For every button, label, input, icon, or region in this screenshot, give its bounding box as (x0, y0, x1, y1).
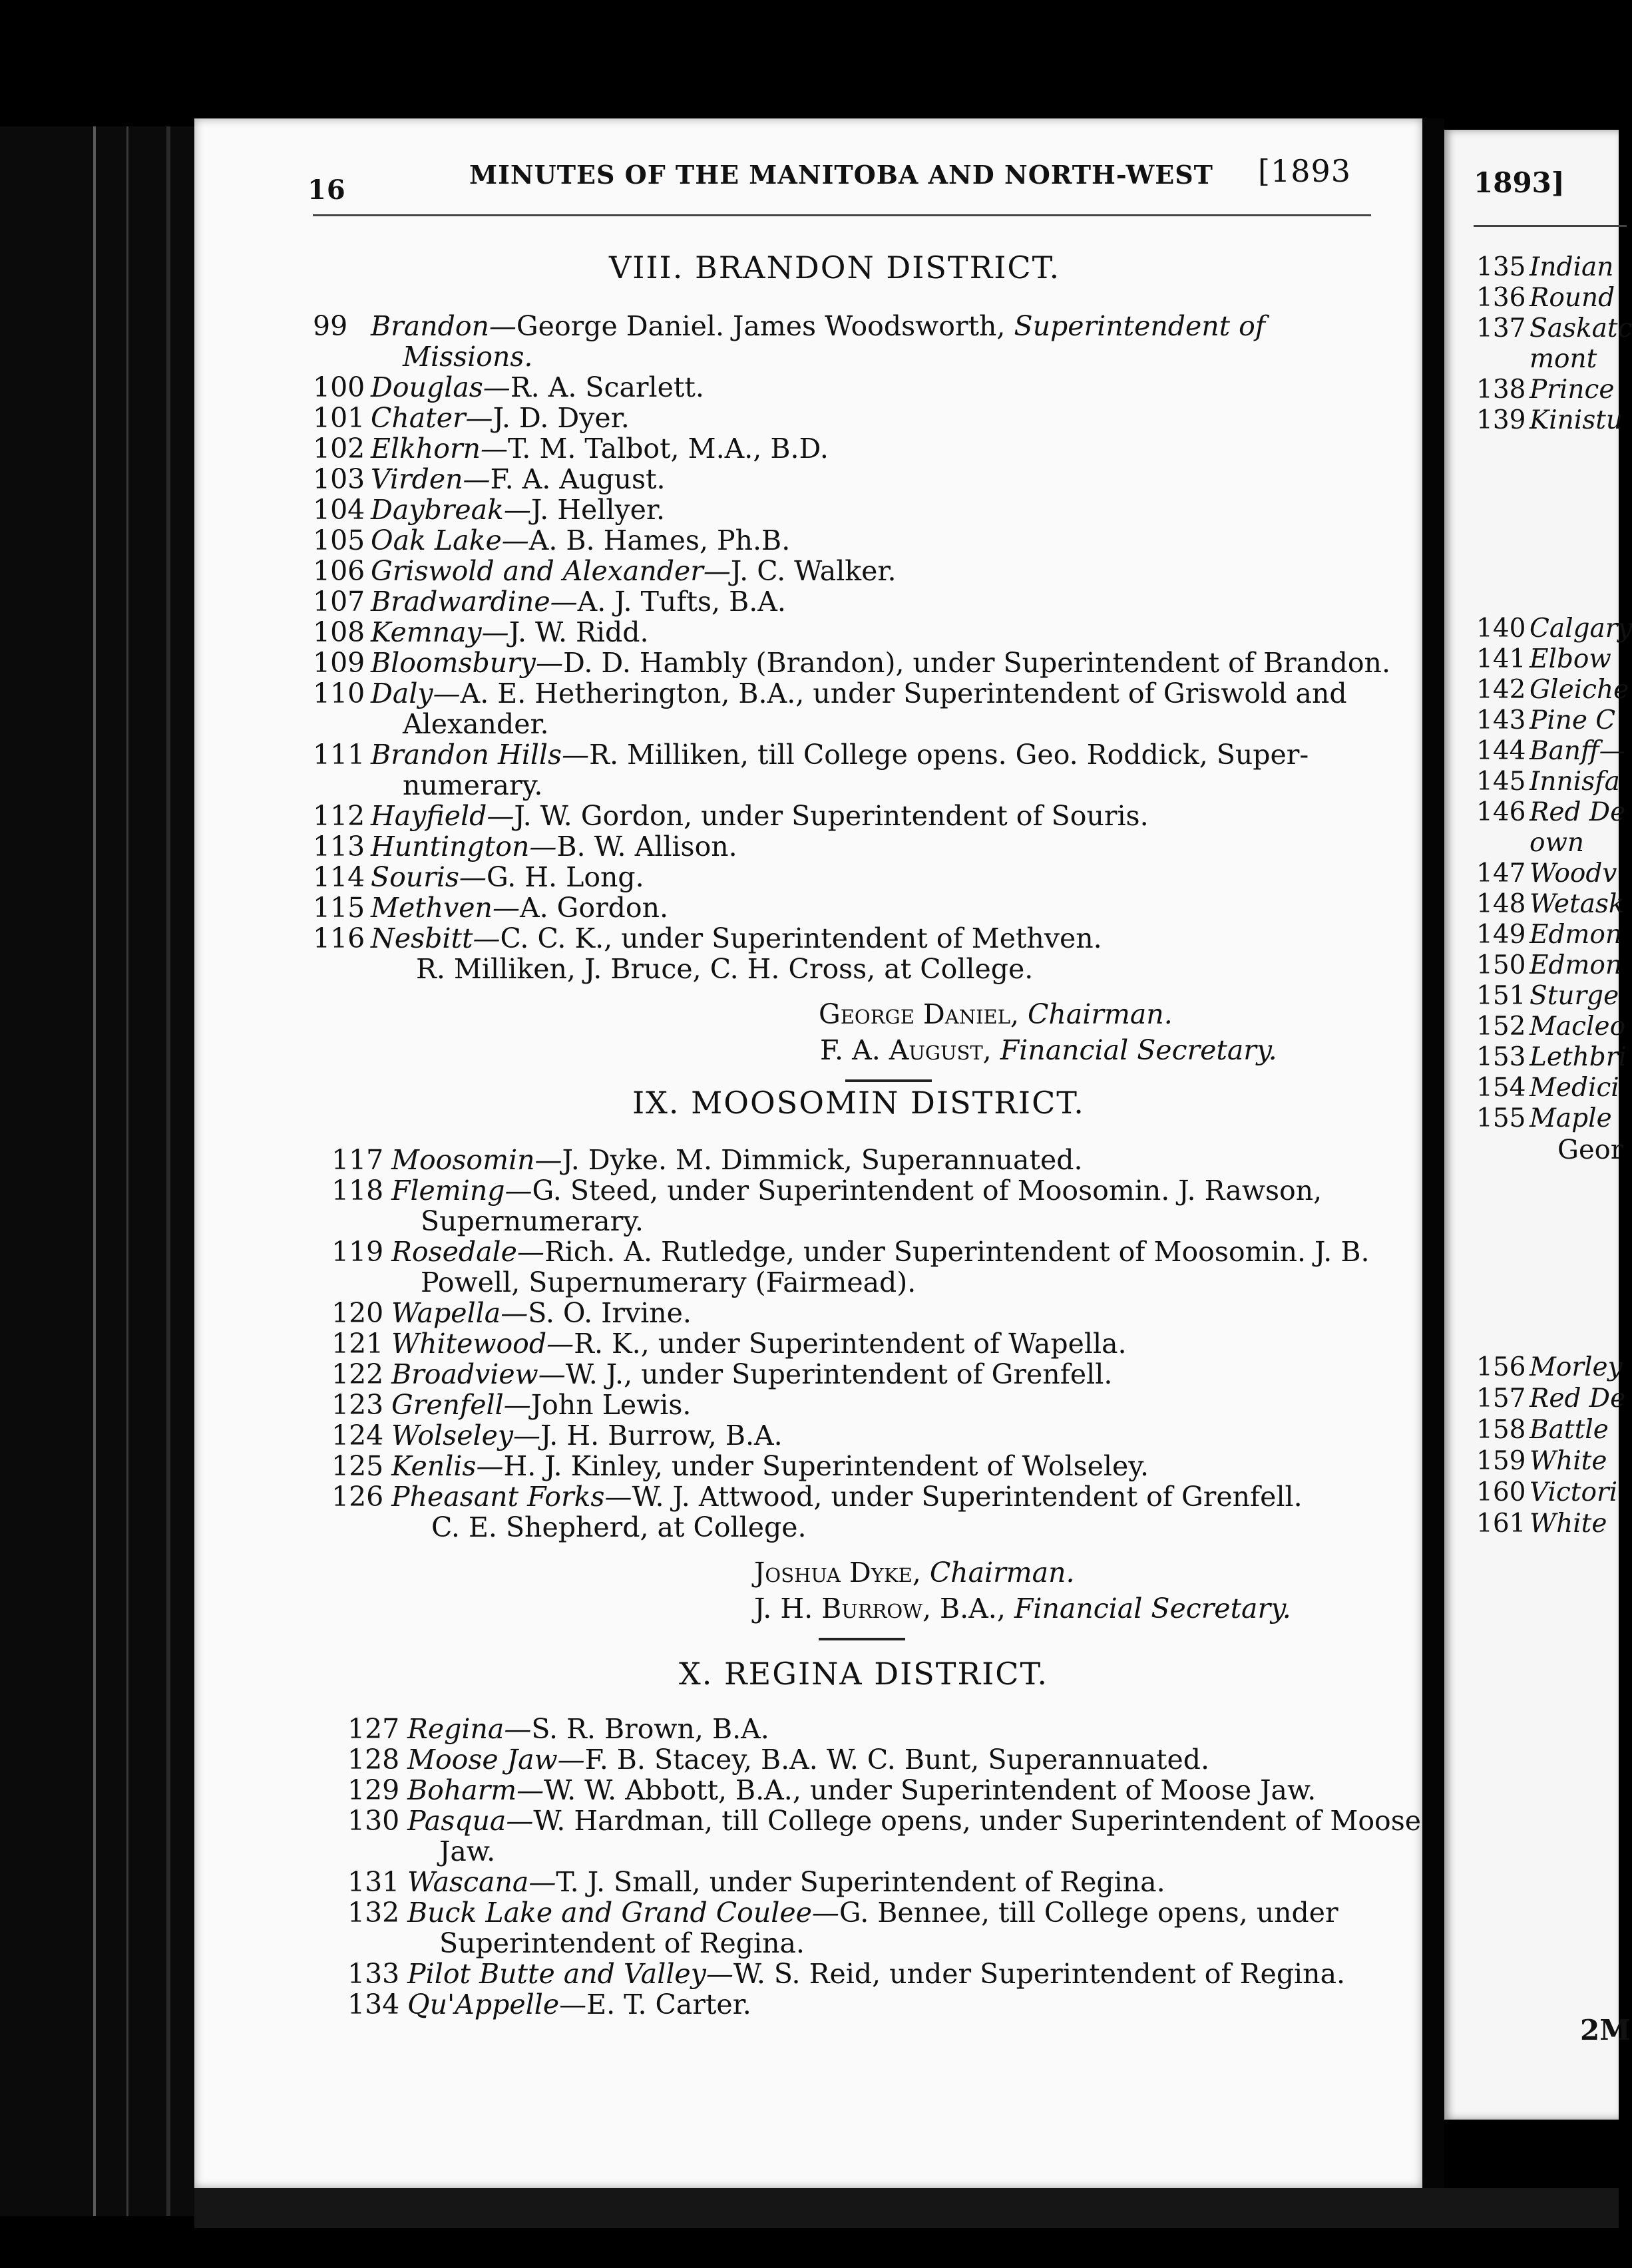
entry-number: 105 (313, 524, 365, 556)
entry-number: 161 (1476, 1509, 1526, 1539)
circuit-appointments: F. B. Stacey, B.A. W. C. Bunt, Superannuated. (584, 1744, 1210, 1776)
entry-number: 100 (313, 371, 365, 403)
circuit-name: Buck Lake and Grand Coulee— (407, 1897, 839, 1929)
circuit-appointments: A. Gordon. (519, 892, 669, 924)
circuit-name: Medici (1530, 1073, 1619, 1103)
circuit-entry (391, 1450, 1149, 1482)
entry-number: 106 (313, 555, 365, 587)
circuit-entry (371, 616, 649, 648)
entry-number: 115 (313, 892, 365, 924)
entry-number: 121 (331, 1328, 384, 1360)
chairman-role: Chairman. (1028, 998, 1173, 1030)
circuit-name: Griswold and Alexander— (371, 555, 731, 587)
circuit-appointments: J. C. Walker. (730, 555, 897, 587)
circuit-appointments: T. M. Talbot, M.A., B.D. (507, 433, 829, 465)
circuit-name: Red De (1530, 1384, 1626, 1414)
entry-continuation: Alexander. (403, 708, 549, 740)
circuit-name: Regina— (407, 1713, 532, 1745)
entry-number: 133 (347, 1958, 400, 1990)
circuit-appointments: W. Hardman, till College opens, under Superintendent of Moose (533, 1805, 1422, 1837)
right-entry (1476, 1386, 1625, 1412)
circuit-name: Pine C (1530, 705, 1616, 735)
entry-number: 107 (313, 586, 365, 618)
entry-number: 146 (1476, 797, 1526, 827)
circuit-name: Calgary (1530, 614, 1632, 644)
circuit-name: Daly— (371, 677, 461, 709)
circuit-name: Wetask (1530, 889, 1625, 919)
secretary-signature (820, 1034, 1277, 1066)
circuit-appointments: Rich. A. Rutledge, under Superintendent of Moosomin. J. B. (544, 1236, 1370, 1268)
secretary-name: F. A. August, (820, 1034, 1000, 1066)
circuit-name: Souris— (371, 861, 487, 893)
circuit-name: own (1530, 828, 1584, 858)
circuit-appointments: J. H. Burrow, B.A. (540, 1419, 783, 1451)
circuit-name: Banff— (1530, 736, 1625, 766)
entry-continuation: Superintendent of Regina. (439, 1927, 805, 1959)
circuit-name: Morley (1530, 1352, 1623, 1382)
circuit-entry (371, 435, 829, 463)
entry-number: 126 (331, 1481, 384, 1513)
circuit-name: Gleiche (1530, 675, 1629, 705)
circuit-entry (391, 1389, 692, 1421)
circuit-name: Qu'Appelle— (407, 1988, 587, 2020)
circuit-appointments: C. C. K., under Superintendent of Methven. (500, 922, 1102, 954)
at-college-note: C. E. Shepherd, at College. (431, 1511, 807, 1543)
entry-number: 132 (347, 1897, 400, 1929)
right-entry (1476, 315, 1632, 341)
circuit-appointments: G. Bennee, till College opens, under (839, 1897, 1338, 1929)
entry-number: 144 (1476, 736, 1526, 766)
circuit-entry (371, 922, 1102, 954)
right-entry (1476, 922, 1622, 948)
circuit-name: Hayfield— (371, 800, 514, 832)
running-title: MINUTES OF THE MANITOBA AND NORTH-WEST (469, 160, 1213, 190)
entry-number: 113 (313, 831, 365, 862)
entry-number: 143 (1476, 705, 1526, 735)
circuit-entry (391, 1144, 1083, 1176)
chairman-name: Joshua Dyke, (754, 1557, 930, 1589)
entry-number: 159 (1476, 1446, 1526, 1476)
circuit-name: White (1530, 1446, 1607, 1476)
circuit-appointments: R. A. Scarlett. (510, 371, 704, 403)
circuit-entry (371, 677, 1347, 709)
secretary-role: Financial Secretary. (1000, 1034, 1277, 1066)
circuit-entry (371, 496, 665, 524)
right-entry (1476, 1448, 1607, 1474)
chairman-signature (754, 1559, 1075, 1587)
entry-number: 137 (1476, 313, 1526, 343)
entry-number: 104 (313, 494, 365, 526)
circuit-name: Virden— (371, 463, 491, 495)
signature-mark: 2M (1580, 2014, 1631, 2046)
circuit-appointments: John Lewis. (530, 1389, 692, 1421)
circuit-entry (391, 1483, 1303, 1511)
entry-number: 109 (313, 647, 365, 679)
entry-number: 152 (1476, 1012, 1526, 1041)
circuit-name: Broadview— (391, 1358, 566, 1390)
circuit-appointments: A. J. Tufts, B.A. (577, 586, 786, 618)
circuit-entry (407, 1713, 769, 1745)
entry-number: 139 (1476, 405, 1526, 435)
circuit-appointments: E. T. Carter. (586, 1988, 751, 2020)
at-college-note: R. Milliken, J. Bruce, C. H. Cross, at College. (416, 953, 1034, 985)
entry-number: 157 (1476, 1384, 1526, 1414)
right-entry (1476, 1511, 1607, 1537)
right-entry (1476, 830, 1584, 856)
circuit-entry (371, 402, 630, 434)
circuit-appointments: A. B. Hames, Ph.B. (528, 524, 791, 556)
entry-number: 102 (313, 433, 365, 465)
entry-number: 99 (313, 310, 348, 342)
circuit-entry (371, 555, 897, 587)
circuit-entry (371, 310, 1266, 342)
right-page-year: 1893] (1474, 166, 1565, 199)
circuit-name: Pasqua— (407, 1805, 534, 1837)
right-entry (1476, 1044, 1627, 1070)
circuit-entry (407, 1899, 1338, 1927)
entry-continuation: Powell, Supernumerary (Fairmead). (421, 1266, 917, 1298)
circuit-appointments: B. W. Allison. (556, 831, 737, 862)
circuit-name: Battle (1530, 1415, 1609, 1445)
superintendent-title: Superintendent of (1014, 310, 1266, 342)
right-entry (1476, 254, 1613, 280)
circuit-name: mont (1530, 344, 1597, 374)
circuit-name: Saskatc (1530, 313, 1632, 343)
right-entry (1476, 769, 1620, 795)
circuit-entry (371, 741, 1309, 769)
circuit-entry (371, 524, 791, 556)
circuit-entry (371, 861, 644, 893)
signature-fragment: Geor (1557, 1135, 1623, 1165)
circuit-name: Oak Lake— (371, 524, 529, 556)
circuit-entry (391, 1297, 692, 1329)
entry-number: 108 (313, 616, 365, 648)
entry-number: 149 (1476, 920, 1526, 950)
entry-number: 141 (1476, 644, 1526, 674)
circuit-name: Chater— (371, 402, 493, 434)
right-entry (1476, 377, 1614, 403)
circuit-name: Moose Jaw— (407, 1744, 585, 1776)
circuit-name: Brandon Hills— (371, 739, 590, 771)
right-header-rule (1474, 225, 1627, 227)
entry-number: 114 (313, 861, 365, 893)
circuit-name: Pilot Butte and Valley— (407, 1958, 733, 1990)
entry-number: 116 (313, 922, 365, 954)
circuit-name: Methven— (371, 892, 520, 924)
circuit-appointments: J. D. Dyer. (493, 402, 630, 434)
circuit-appointments: George Daniel. James Woodsworth, (516, 310, 1014, 342)
right-entry (1476, 646, 1611, 672)
entry-continuation: numerary. (403, 769, 543, 801)
circuit-name: Pheasant Forks— (391, 1481, 632, 1513)
right-entry (1476, 677, 1629, 703)
entry-number: 125 (331, 1450, 384, 1482)
circuit-name: Brandon— (371, 310, 516, 342)
entry-number: 134 (347, 1988, 400, 2020)
circuit-entry (391, 1419, 783, 1451)
circuit-name: Prince (1530, 375, 1615, 405)
circuit-entry (371, 833, 737, 860)
entry-number: 129 (347, 1774, 400, 1806)
circuit-appointments: R. K., under Superintendent of Wapella. (574, 1328, 1127, 1360)
entry-number: 142 (1476, 675, 1526, 705)
circuit-name: Macleo (1530, 1012, 1626, 1041)
circuit-name: Rosedale— (391, 1236, 544, 1268)
circuit-name: Edmon (1530, 920, 1623, 950)
circuit-entry (371, 647, 1390, 679)
circuit-appointments: W. S. Reid, under Superintendent of Regina. (733, 1958, 1346, 1990)
circuit-name: Wapella— (391, 1297, 528, 1329)
page-bottom-edge (194, 2188, 1619, 2228)
circuit-appointments: H. J. Kinley, under Superintendent of Wolseley. (503, 1450, 1149, 1482)
circuit-appointments: J. Hellyer. (530, 494, 665, 526)
right-entry (1476, 799, 1625, 825)
district-heading: X. REGINA DISTRICT. (679, 1656, 1049, 1692)
circuit-appointments: F. A. August. (490, 463, 666, 495)
right-entry (1476, 407, 1623, 433)
circuit-appointments: G. H. Long. (486, 861, 644, 893)
circuit-entry (371, 371, 704, 403)
book-gutter (1422, 118, 1444, 2221)
circuit-name: Huntington— (371, 831, 557, 862)
right-entry (1476, 285, 1615, 311)
circuit-name: Red De (1530, 797, 1626, 827)
entry-number: 155 (1476, 1103, 1526, 1133)
circuit-name: Woodv (1530, 858, 1617, 888)
entry-number: 156 (1476, 1352, 1526, 1382)
circuit-entry (407, 1807, 1421, 1835)
right-entry (1476, 1417, 1609, 1443)
entry-number: 123 (331, 1389, 384, 1421)
right-entry (1476, 738, 1625, 764)
right-entry (1476, 346, 1597, 372)
secretary-name: J. H. Burrow, B.A., (754, 1593, 1014, 1624)
header-year: [1893 (1258, 153, 1352, 189)
circuit-entry (407, 1866, 1165, 1898)
circuit-name: Fleming— (391, 1175, 532, 1207)
circuit-name: Douglas— (371, 371, 510, 403)
entry-number: 119 (331, 1236, 384, 1268)
circuit-appointments: W. W. Abbott, B.A., under Superintendent of Moose Jaw. (544, 1774, 1317, 1806)
circuit-name: Indian (1530, 252, 1614, 282)
entry-number: 136 (1476, 283, 1526, 313)
circuit-entry (391, 1238, 1370, 1266)
entry-number: 140 (1476, 614, 1526, 644)
entry-number: 110 (313, 677, 365, 709)
circuit-appointments: J. Dyke. M. Dimmick, Superannuated. (562, 1144, 1083, 1176)
circuit-entry (391, 1330, 1127, 1358)
circuit-appointments: R. Milliken, till College opens. Geo. Roddick, Super- (589, 739, 1309, 771)
right-entry (1476, 1354, 1623, 1380)
chairman-signature (819, 998, 1173, 1030)
circuit-name: Boharm— (407, 1774, 544, 1806)
circuit-entry (391, 1358, 1113, 1390)
right-entry (1476, 707, 1615, 733)
circuit-appointments: W. J., under Superintendent of Grenfell. (565, 1358, 1113, 1390)
circuit-name: Daybreak— (371, 494, 531, 526)
circuit-name: Round (1530, 283, 1615, 313)
entry-number: 112 (313, 800, 365, 832)
circuit-name: White (1530, 1509, 1607, 1539)
chairman-role: Chairman. (929, 1557, 1075, 1589)
circuit-entry (371, 463, 666, 495)
circuit-appointments: S. R. Brown, B.A. (531, 1713, 769, 1745)
section-divider (845, 1079, 932, 1082)
entry-number: 122 (331, 1358, 384, 1390)
circuit-entry (371, 800, 1149, 832)
entry-number: 150 (1476, 950, 1526, 980)
right-entry (1476, 952, 1622, 978)
circuit-appointments: T. J. Small, under Superintendent of Regina. (556, 1866, 1165, 1898)
circuit-name: Wascana— (407, 1866, 556, 1898)
circuit-name: Nesbitt— (371, 922, 501, 954)
entry-number: 124 (331, 1419, 384, 1451)
book-binding (0, 126, 200, 2216)
entry-number: 101 (313, 402, 365, 434)
entry-number: 130 (347, 1805, 400, 1837)
entry-number: 127 (347, 1713, 400, 1745)
circuit-appointments: W. J. Attwood, under Superintendent of Grenfell. (632, 1481, 1303, 1513)
entry-number: 158 (1476, 1415, 1526, 1445)
section-divider (819, 1638, 905, 1640)
circuit-entry (407, 1774, 1317, 1806)
entry-number: 117 (331, 1144, 384, 1176)
right-entry (1476, 616, 1632, 642)
entry-continuation: Jaw. (439, 1835, 496, 1867)
circuit-name: Edmon (1530, 950, 1623, 980)
circuit-appointments: A. E. Hetherington, B.A., under Superintendent of Griswold and (460, 677, 1347, 709)
entry-number: 147 (1476, 858, 1526, 888)
circuit-appointments: J. W. Ridd. (509, 616, 649, 648)
circuit-name: Innisfa (1530, 767, 1620, 797)
entry-number: 131 (347, 1866, 400, 1898)
circuit-name: Kinistu (1530, 405, 1623, 435)
entry-number: 111 (313, 739, 365, 771)
entry-number: 160 (1476, 1477, 1526, 1507)
circuit-entry (407, 1746, 1209, 1774)
circuit-entry (371, 894, 668, 922)
entry-number: 118 (331, 1175, 384, 1207)
entry-number: 145 (1476, 767, 1526, 797)
circuit-entry (407, 1958, 1346, 1990)
circuit-name: Bloomsbury— (371, 647, 563, 679)
district-heading: VIII. BRANDON DISTRICT. (609, 250, 1061, 285)
circuit-entry (391, 1177, 1322, 1205)
header-rule (313, 214, 1371, 216)
district-heading: IX. MOOSOMIN DISTRICT. (632, 1085, 1085, 1121)
circuit-appointments: S. O. Irvine. (528, 1297, 692, 1329)
right-entry (1476, 1479, 1617, 1505)
entry-number: 151 (1476, 981, 1526, 1011)
entry-number: 154 (1476, 1073, 1526, 1103)
entry-number: 103 (313, 463, 365, 495)
right-entry (1476, 1014, 1625, 1040)
right-entry (1476, 860, 1617, 886)
entry-continuation: Missions. (403, 341, 533, 373)
right-entry (1476, 891, 1625, 917)
circuit-appointments: G. Steed, under Superintendent of Moosomin. J. Rawson, (532, 1175, 1323, 1207)
circuit-name: Whitewood— (391, 1328, 574, 1360)
entry-number: 120 (331, 1297, 384, 1329)
secretary-role: Financial Secretary. (1014, 1593, 1291, 1624)
right-entry (1476, 1105, 1612, 1131)
circuit-name: Moosomin— (391, 1144, 562, 1176)
entry-number: 148 (1476, 889, 1526, 919)
circuit-name: Grenfell— (391, 1389, 531, 1421)
circuit-appointments: D. D. Hambly (Brandon), under Superintendent of Brandon. (562, 647, 1390, 679)
circuit-entry (407, 1988, 751, 2020)
entry-number: 128 (347, 1744, 400, 1776)
circuit-name: Sturge (1530, 981, 1619, 1011)
right-entry (1476, 1075, 1619, 1101)
circuit-name: Lethbri (1530, 1042, 1627, 1072)
chairman-name: George Daniel, (819, 998, 1028, 1030)
entry-number: 135 (1476, 252, 1526, 282)
circuit-entry (371, 588, 786, 616)
circuit-name: Elbow (1530, 644, 1611, 674)
circuit-name: Kenlis— (391, 1450, 504, 1482)
circuit-name: Wolseley— (391, 1419, 540, 1451)
circuit-name: Victori (1530, 1477, 1618, 1507)
circuit-name: Maple (1530, 1103, 1612, 1133)
entry-continuation: Supernumerary. (421, 1205, 644, 1237)
entry-number: 153 (1476, 1042, 1526, 1072)
entry-number: 138 (1476, 375, 1526, 405)
circuit-name: Bradwardine— (371, 586, 578, 618)
secretary-signature (754, 1595, 1291, 1622)
circuit-appointments: J. W. Gordon, under Superintendent of Souris. (514, 800, 1149, 832)
right-entry (1476, 983, 1619, 1009)
circuit-name: Kemnay— (371, 616, 509, 648)
circuit-name: Elkhorn— (371, 433, 508, 465)
page-number: 16 (307, 174, 346, 206)
